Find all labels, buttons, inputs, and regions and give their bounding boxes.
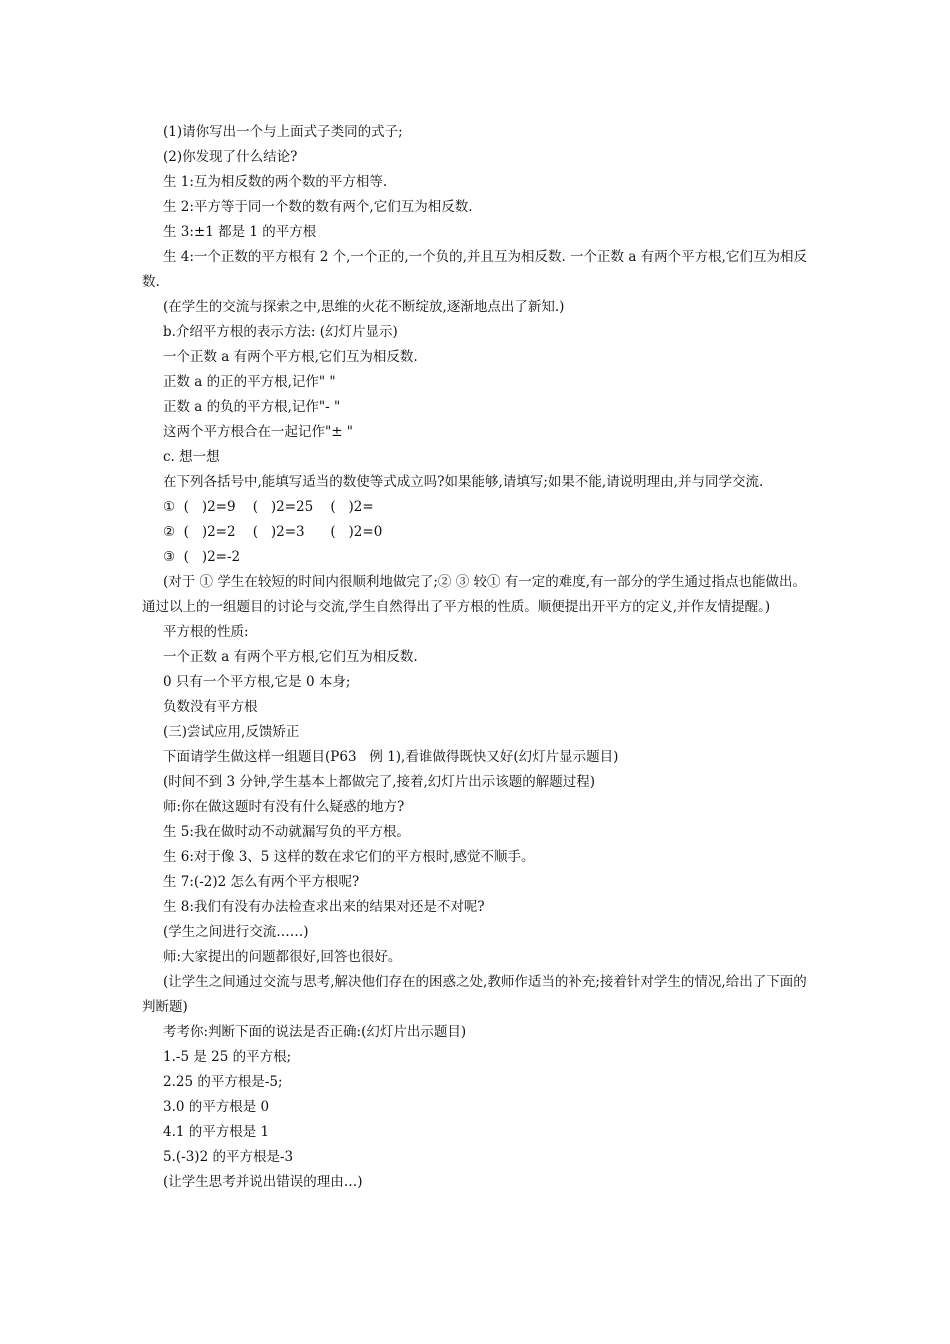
definition-line-3: 正数 a 的负的平方根,记作"- ": [163, 399, 341, 415]
question-1: (1)请你写出一个与上面式子类同的式子;: [163, 124, 403, 140]
student-1-answer: 生 1:互为相反数的两个数的平方相等.: [163, 174, 388, 190]
student-6-answer: 生 6:对于像 3、5 这样的数在求它们的平方根时,感觉不顺手。: [163, 849, 535, 865]
exercise-row-3: ③ ( )2=-2: [163, 549, 241, 565]
exercise-row-1: ① ( )2=9 ( )2=25 ( )2=: [163, 499, 374, 515]
teacher-comment: 师:大家提出的问题都很好,回答也很好。: [163, 949, 402, 965]
quiz-item-4: 4.1 的平方根是 1: [163, 1124, 270, 1140]
definition-line-1: 一个正数 a 有两个平方根,它们互为相反数.: [163, 349, 418, 365]
practice-instruction: 下面请学生做这样一组题目(P63 例 1),看谁做得既快又好(幻灯片显示题目): [163, 749, 619, 765]
document-body: [142, 120, 812, 1195]
definition-line-2: 正数 a 的正的平方根,记作" ": [163, 374, 336, 390]
teacher-note-5: (让学生之间通过交流与思考,解决他们存在的困惑之处,教师作适当的补充;接着针对学生的情况,给出了下面的判断题): [142, 974, 807, 1015]
quiz-heading: 考考你:判断下面的说法是否正确:(幻灯片出示题目): [163, 1024, 467, 1040]
student-8-answer: 生 8:我们有没有办法检查求出来的结果对还是不对呢?: [163, 899, 485, 915]
teacher-note-6: (让学生思考并说出错误的理由…): [163, 1174, 363, 1190]
section-c-heading: c. 想一想: [163, 449, 220, 465]
quiz-item-5: 5.(-3)2 的平方根是-3: [163, 1149, 294, 1165]
teacher-question: 师:你在做这题时有没有什么疑惑的地方?: [163, 799, 405, 815]
quiz-item-1: 1.-5 是 25 的平方根;: [163, 1049, 292, 1065]
student-7-answer: 生 7:(-2)2 怎么有两个平方根呢?: [163, 874, 360, 890]
property-3: 负数没有平方根: [163, 699, 258, 715]
student-2-answer: 生 2:平方等于同一个数的数有两个,它们互为相反数.: [163, 199, 473, 215]
quiz-item-3: 3.0 的平方根是 0: [163, 1099, 270, 1115]
properties-heading: 平方根的性质:: [163, 624, 249, 640]
exercise-instruction: 在下列各括号中,能填写适当的数使等式成立吗?如果能够,请填写;如果不能,请说明理由,并与同学交流.: [163, 474, 764, 490]
student-3-answer: 生 3:±1 都是 1 的平方根: [163, 224, 317, 240]
definition-line-4: 这两个平方根合在一起记作"± ": [163, 424, 354, 440]
section-3-heading: (三)尝试应用,反馈矫正: [163, 724, 300, 740]
property-1: 一个正数 a 有两个平方根,它们互为相反数.: [163, 649, 418, 665]
student-5-answer: 生 5:我在做时动不动就漏写负的平方根。: [163, 824, 410, 840]
question-2: (2)你发现了什么结论?: [163, 149, 298, 165]
exercise-row-2: ② ( )2=2 ( )2=3 ( )2=0: [163, 524, 383, 540]
teacher-note-1: (在学生的交流与探索之中,思维的火花不断绽放,逐渐地点出了新知.): [163, 299, 565, 315]
teacher-note-2: (对于 ① 学生在较短的时间内很顺利地做完了;② ③ 较① 有一定的难度,有一部分的学生通过指点也能做出。通过以上的一组题目的讨论与交流,学生自然得出了平方根的性质。顺便提出开平方的定义,并作友情提醒。): [142, 574, 807, 615]
teacher-note-4: (学生之间进行交流……): [163, 924, 309, 940]
quiz-item-2: 2.25 的平方根是-5;: [163, 1074, 283, 1090]
property-2: 0 只有一个平方根,它是 0 本身;: [163, 674, 351, 690]
section-b-heading: b.介绍平方根的表示方法: (幻灯片显示): [163, 324, 398, 340]
student-4-answer: 生 4:一个正数的平方根有 2 个,一个正的,一个负的,并且互为相反数. 一个正数 a 有两个平方根,它们互为相反数.: [142, 249, 807, 290]
teacher-note-3: (时间不到 3 分钟,学生基本上都做完了,接着,幻灯片出示该题的解题过程): [163, 774, 596, 790]
